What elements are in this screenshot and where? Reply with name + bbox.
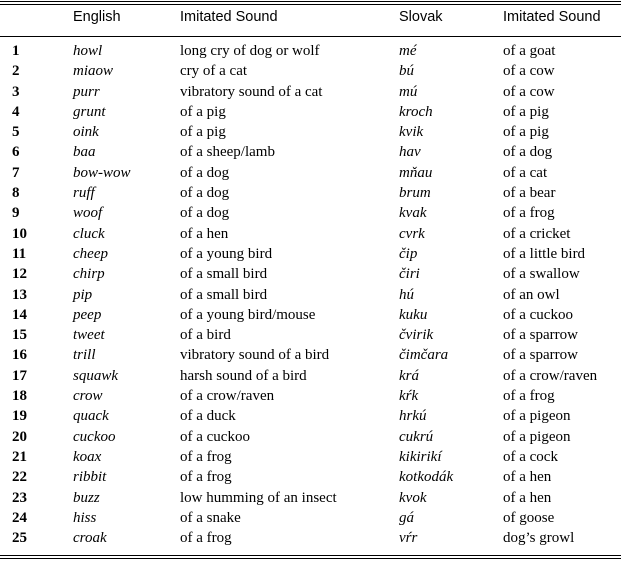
table-row: [0, 142, 621, 162]
english-word: bow-wow: [73, 164, 131, 181]
table-row: [0, 305, 621, 325]
english-word: cheep: [73, 245, 108, 262]
slovak-word: čimčara: [399, 347, 449, 364]
row-number: 21: [12, 448, 27, 465]
english-word: miaow: [73, 63, 114, 80]
slovak-word: čvirik: [399, 327, 434, 344]
english-word: howl: [73, 43, 103, 59]
english-word: buzz: [73, 489, 100, 506]
english-sound: of a snake: [180, 509, 241, 526]
english-word: purr: [73, 83, 100, 100]
slovak-sound: of goose: [503, 509, 555, 526]
table-row: [0, 122, 621, 142]
table-row: [0, 183, 621, 203]
header-slovak: Slovak: [399, 9, 443, 25]
slovak-word: hú: [399, 286, 414, 303]
slovak-sound: of a pigeon: [503, 408, 571, 425]
english-word: crow: [73, 388, 103, 405]
row-number: 5: [12, 124, 20, 141]
row-number: 15: [12, 327, 27, 344]
row-number: 16: [12, 347, 27, 364]
table-header: [0, 9, 621, 31]
slovak-word: kroch: [399, 103, 433, 120]
slovak-sound: of a goat: [503, 43, 556, 59]
table-row: [0, 366, 621, 386]
row-number: 25: [12, 530, 27, 547]
slovak-word: hav: [399, 144, 421, 161]
english-sound: low humming of an insect: [180, 489, 337, 506]
slovak-word: kvik: [399, 124, 424, 141]
table-body: [0, 41, 621, 548]
english-word: chirp: [73, 266, 105, 283]
english-sound: of a pig: [180, 124, 226, 141]
english-word: quack: [73, 408, 109, 425]
slovak-word: čiri: [399, 266, 420, 283]
english-word: cuckoo: [73, 428, 116, 445]
slovak-word: kvak: [399, 205, 427, 222]
slovak-sound: of a swallow: [503, 266, 580, 283]
row-number: 11: [12, 245, 27, 262]
row-number: 18: [12, 388, 27, 405]
row-number: 7: [12, 164, 20, 181]
slovak-sound: of a sparrow: [503, 327, 578, 344]
slovak-sound: of a cricket: [503, 225, 571, 242]
slovak-word: kŕk: [399, 388, 419, 405]
slovak-word: hrkú: [399, 408, 427, 425]
table-row: [0, 102, 621, 122]
slovak-sound: of a little bird: [503, 245, 586, 262]
table-row: [0, 406, 621, 426]
slovak-word: brum: [399, 185, 431, 202]
row-number: 6: [12, 144, 20, 161]
table-row: [0, 41, 621, 61]
row-number: 24: [12, 509, 27, 526]
slovak-sound: of a crow/raven: [503, 367, 598, 384]
top-rule-2: [0, 4, 621, 5]
header-rule: [0, 36, 621, 37]
english-sound: of a small bird: [180, 266, 268, 283]
row-number: 1: [12, 43, 20, 59]
slovak-sound: of a cat: [503, 164, 548, 181]
slovak-word: cukrú: [399, 428, 434, 445]
table-row: [0, 386, 621, 406]
slovak-sound: of a pigeon: [503, 428, 571, 445]
table-row: [0, 508, 621, 528]
english-sound: of a pig: [180, 103, 226, 120]
slovak-sound: of a pig: [503, 103, 549, 120]
slovak-word: cvrk: [399, 225, 425, 242]
slovak-word: kvok: [399, 489, 427, 506]
slovak-sound: of a frog: [503, 205, 555, 222]
english-sound: of a small bird: [180, 286, 268, 303]
english-sound: of a frog: [180, 448, 232, 465]
english-sound: long cry of dog or wolf: [180, 43, 320, 59]
top-rule-1: [0, 1, 621, 2]
table-row: [0, 61, 621, 81]
row-number: 2: [12, 63, 20, 80]
row-number: 14: [12, 306, 27, 323]
row-number: 13: [12, 286, 27, 303]
header-english: English: [73, 9, 121, 25]
english-sound: of a frog: [180, 469, 232, 486]
english-word: cluck: [73, 225, 105, 242]
english-word: ribbit: [73, 469, 107, 486]
english-word: baa: [73, 144, 96, 161]
bottom-rule-2: [0, 558, 621, 559]
row-number: 12: [12, 266, 27, 283]
row-number: 23: [12, 489, 27, 506]
slovak-word: bú: [399, 63, 414, 80]
english-sound: of a young bird/mouse: [180, 306, 316, 323]
row-number: 20: [12, 428, 27, 445]
slovak-sound: of a dog: [503, 144, 553, 161]
slovak-word: kotkodák: [399, 469, 454, 486]
table-row: [0, 427, 621, 447]
slovak-sound: of a cow: [503, 63, 555, 80]
slovak-word: mú: [399, 83, 418, 100]
row-number: 9: [12, 205, 20, 222]
english-sound: of a dog: [180, 164, 230, 181]
slovak-sound: of a cow: [503, 83, 555, 100]
slovak-sound: of a pig: [503, 124, 549, 141]
slovak-sound: of a sparrow: [503, 347, 578, 364]
header-imitated-sound-en: Imitated Sound: [180, 9, 278, 25]
english-word: koax: [73, 448, 102, 465]
table-row: [0, 224, 621, 244]
english-word: grunt: [73, 103, 106, 120]
english-word: croak: [73, 530, 107, 547]
english-sound: of a bird: [180, 327, 231, 344]
row-number: 3: [12, 83, 20, 100]
english-sound: of a duck: [180, 408, 236, 425]
english-sound: of a sheep/lamb: [180, 144, 275, 161]
english-word: tweet: [73, 327, 105, 344]
row-number: 19: [12, 408, 27, 425]
english-sound: of a dog: [180, 185, 230, 202]
row-number: 17: [12, 367, 27, 384]
table-row: [0, 244, 621, 264]
slovak-word: kikirikí: [399, 448, 442, 465]
bottom-rule-1: [0, 555, 621, 556]
slovak-sound: of a cock: [503, 448, 558, 465]
english-word: hiss: [73, 509, 97, 526]
table-row: [0, 285, 621, 305]
row-number: 10: [12, 225, 27, 242]
header-imitated-sound-sk: Imitated Sound: [503, 9, 601, 25]
english-sound: vibratory sound of a bird: [180, 347, 330, 364]
table-row: [0, 163, 621, 183]
english-sound: harsh sound of a bird: [180, 367, 307, 384]
slovak-sound: of a cuckoo: [503, 306, 573, 323]
row-number: 8: [12, 185, 20, 202]
slovak-word: mé: [399, 43, 417, 59]
slovak-word: krá: [399, 367, 419, 384]
english-word: squawk: [73, 367, 118, 384]
english-sound: of a cuckoo: [180, 428, 250, 445]
table-row: [0, 203, 621, 223]
table-row: [0, 488, 621, 508]
english-word: trill: [73, 347, 96, 364]
english-sound: of a hen: [180, 225, 229, 242]
english-sound: vibratory sound of a cat: [180, 83, 323, 100]
english-sound: of a frog: [180, 530, 232, 547]
english-word: pip: [73, 286, 93, 303]
table-row: [0, 528, 621, 548]
slovak-sound: of a hen: [503, 469, 552, 486]
table-row: [0, 325, 621, 345]
english-word: oink: [73, 124, 99, 141]
slovak-sound: dog’s growl: [503, 530, 575, 547]
slovak-sound: of an owl: [503, 286, 560, 303]
slovak-word: kuku: [399, 306, 428, 323]
slovak-word: gá: [399, 509, 414, 526]
table-row: [0, 82, 621, 102]
slovak-word: mňau: [399, 164, 433, 181]
english-word: peep: [73, 306, 102, 323]
table-row: [0, 264, 621, 284]
table-row: [0, 447, 621, 467]
slovak-sound: of a bear: [503, 185, 556, 202]
english-word: ruff: [73, 185, 95, 202]
slovak-sound: of a frog: [503, 388, 555, 405]
row-number: 22: [12, 469, 27, 486]
slovak-sound: of a hen: [503, 489, 552, 506]
slovak-word: vŕr: [399, 530, 418, 547]
row-number: 4: [12, 103, 20, 120]
slovak-word: čip: [399, 245, 418, 262]
table-row: [0, 345, 621, 365]
english-sound: cry of a cat: [180, 63, 248, 80]
english-word: woof: [73, 205, 103, 222]
english-sound: of a young bird: [180, 245, 273, 262]
table-row: [0, 467, 621, 487]
english-sound: of a dog: [180, 205, 230, 222]
english-sound: of a crow/raven: [180, 388, 275, 405]
